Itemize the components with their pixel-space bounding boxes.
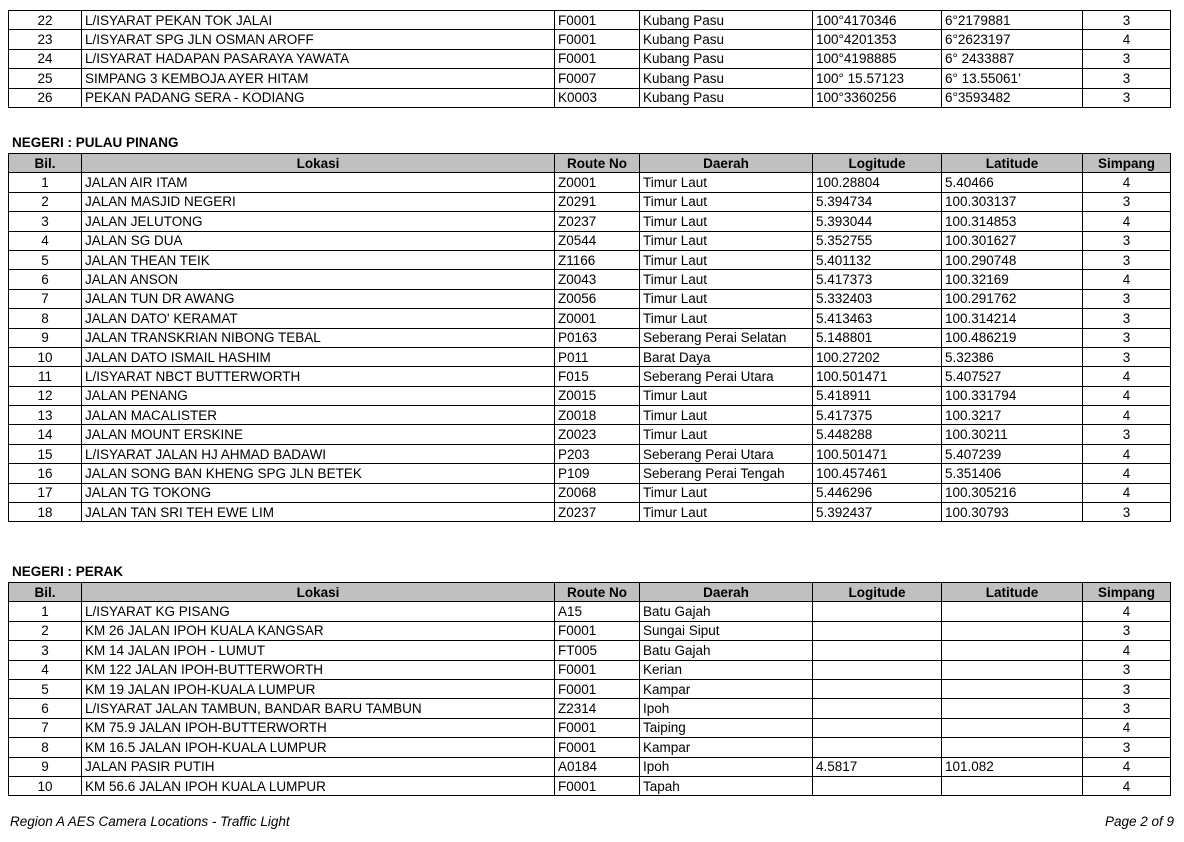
cell-route-no: P011 — [555, 347, 640, 366]
header-route-no: Route No — [555, 154, 640, 173]
cell-logitude: 5.393044 — [813, 212, 942, 231]
cell-bil: 9 — [9, 757, 82, 776]
cell-lokasi: JALAN TUN DR AWANG — [82, 289, 555, 308]
cell-lokasi: L/ISYARAT KG PISANG — [82, 602, 555, 621]
cell-latitude: 6°2179881 — [942, 11, 1083, 30]
cell-lokasi: JALAN PASIR PUTIH — [82, 757, 555, 776]
cell-latitude: 100.30793 — [942, 503, 1083, 522]
cell-logitude: 5.413463 — [813, 309, 942, 328]
cell-lokasi: JALAN TRANSKRIAN NIBONG TEBAL — [82, 328, 555, 347]
table-row — [9, 250, 1171, 269]
cell-latitude: 6°3593482 — [942, 88, 1083, 107]
cell-bil: 1 — [9, 602, 82, 621]
cell-daerah: Timur Laut — [640, 270, 813, 289]
cell-daerah: Timur Laut — [640, 503, 813, 522]
cell-lokasi: L/ISYARAT PEKAN TOK JALAI — [82, 11, 555, 30]
cell-bil: 6 — [9, 270, 82, 289]
cell-daerah: Kampar — [640, 738, 813, 757]
header-lokasi: Lokasi — [82, 154, 555, 173]
cell-daerah: Timur Laut — [640, 192, 813, 211]
table-row — [9, 347, 1171, 366]
cell-daerah: Tapah — [640, 776, 813, 795]
cell-simpang: 3 — [1083, 347, 1171, 366]
cell-logitude: 5.417375 — [813, 406, 942, 425]
cell-bil: 7 — [9, 289, 82, 308]
cell-route-no: F0001 — [555, 11, 640, 30]
cell-logitude — [813, 699, 942, 718]
cell-logitude: 5.401132 — [813, 250, 942, 269]
cell-route-no: Z0068 — [555, 483, 640, 502]
cell-bil: 6 — [9, 699, 82, 718]
cell-logitude — [813, 660, 942, 679]
table-row — [9, 660, 1171, 679]
cell-simpang: 3 — [1083, 192, 1171, 211]
cell-daerah: Kubang Pasu — [640, 49, 813, 68]
cell-bil: 13 — [9, 406, 82, 425]
cell-logitude: 100°4201353 — [813, 30, 942, 49]
cell-route-no: F0001 — [555, 738, 640, 757]
cell-route-no: Z0056 — [555, 289, 640, 308]
cell-simpang: 3 — [1083, 699, 1171, 718]
cell-lokasi: JALAN TAN SRI TEH EWE LIM — [82, 503, 555, 522]
cell-logitude: 100°3360256 — [813, 88, 942, 107]
cell-lokasi: KM 75.9 JALAN IPOH-BUTTERWORTH — [82, 718, 555, 737]
pulau-pinang-table — [8, 153, 1171, 522]
cell-bil: 5 — [9, 250, 82, 269]
cell-simpang: 3 — [1083, 738, 1171, 757]
cell-route-no: Z0001 — [555, 309, 640, 328]
cell-bil: 8 — [9, 738, 82, 757]
cell-latitude: 100.314853 — [942, 212, 1083, 231]
table-row — [9, 483, 1171, 502]
cell-latitude — [942, 776, 1083, 795]
table-row — [9, 270, 1171, 289]
table-row — [9, 88, 1171, 107]
table-row — [9, 444, 1171, 463]
cell-simpang: 3 — [1083, 69, 1171, 88]
cell-logitude: 5.448288 — [813, 425, 942, 444]
table-row — [9, 49, 1171, 68]
cell-bil: 15 — [9, 444, 82, 463]
table-row — [9, 30, 1171, 49]
cell-latitude: 100.305216 — [942, 483, 1083, 502]
cell-bil: 4 — [9, 660, 82, 679]
cell-simpang: 3 — [1083, 503, 1171, 522]
cell-lokasi: JALAN SG DUA — [82, 231, 555, 250]
cell-logitude: 5.392437 — [813, 503, 942, 522]
cell-daerah: Ipoh — [640, 757, 813, 776]
cell-latitude: 6° 13.55061’ — [942, 69, 1083, 88]
cell-bil: 17 — [9, 483, 82, 502]
cell-latitude: 6° 2433887 — [942, 49, 1083, 68]
cell-logitude: 100.457461 — [813, 464, 942, 483]
cell-latitude — [942, 641, 1083, 660]
cell-logitude: 100.28804 — [813, 173, 942, 192]
header-row — [9, 154, 1171, 173]
header-daerah: Daerah — [640, 154, 813, 173]
cell-latitude: 5.351406 — [942, 464, 1083, 483]
cell-route-no: F0001 — [555, 30, 640, 49]
cell-latitude: 100.3217 — [942, 406, 1083, 425]
cell-lokasi: PEKAN PADANG SERA - KODIANG — [82, 88, 555, 107]
cell-latitude: 5.407239 — [942, 444, 1083, 463]
cell-bil: 23 — [9, 30, 82, 49]
cell-bil: 2 — [9, 192, 82, 211]
cell-daerah: Timur Laut — [640, 231, 813, 250]
cell-simpang: 4 — [1083, 406, 1171, 425]
section-title-perak: NEGERI : PERAK — [12, 564, 124, 579]
table-row — [9, 425, 1171, 444]
perak-table — [8, 582, 1171, 796]
cell-lokasi: JALAN JELUTONG — [82, 212, 555, 231]
cell-lokasi: L/ISYARAT JALAN TAMBUN, BANDAR BARU TAMBUN — [82, 699, 555, 718]
cell-route-no: P0163 — [555, 328, 640, 347]
cell-simpang: 4 — [1083, 464, 1171, 483]
cell-bil: 24 — [9, 49, 82, 68]
cell-logitude — [813, 738, 942, 757]
cell-lokasi: L/ISYARAT SPG JLN OSMAN AROFF — [82, 30, 555, 49]
cell-route-no: P203 — [555, 444, 640, 463]
cell-logitude — [813, 718, 942, 737]
footer-page-number: Page 2 of 9 — [1104, 814, 1174, 829]
cell-lokasi: JALAN MACALISTER — [82, 406, 555, 425]
cell-daerah: Timur Laut — [640, 250, 813, 269]
cell-bil: 3 — [9, 212, 82, 231]
cell-lokasi: KM 19 JALAN IPOH-KUALA LUMPUR — [82, 679, 555, 698]
cell-simpang: 4 — [1083, 173, 1171, 192]
cell-lokasi: JALAN PENANG — [82, 386, 555, 405]
cell-simpang: 3 — [1083, 660, 1171, 679]
cell-bil: 8 — [9, 309, 82, 328]
cell-daerah: Kubang Pasu — [640, 88, 813, 107]
cell-bil: 10 — [9, 347, 82, 366]
cell-simpang: 3 — [1083, 289, 1171, 308]
cell-route-no: Z0291 — [555, 192, 640, 211]
cell-daerah: Barat Daya — [640, 347, 813, 366]
cell-daerah: Sungai Siput — [640, 621, 813, 640]
cell-bil: 1 — [9, 173, 82, 192]
cell-simpang: 3 — [1083, 231, 1171, 250]
cell-latitude: 100.290748 — [942, 250, 1083, 269]
header-lokasi: Lokasi — [82, 583, 555, 602]
cell-lokasi: JALAN DATO ISMAIL HASHIM — [82, 347, 555, 366]
cell-route-no: F0001 — [555, 660, 640, 679]
cell-route-no: Z0018 — [555, 406, 640, 425]
cell-route-no: Z0023 — [555, 425, 640, 444]
cell-latitude — [942, 679, 1083, 698]
cell-logitude: 5.418911 — [813, 386, 942, 405]
cell-latitude: 100.32169 — [942, 270, 1083, 289]
cell-lokasi: JALAN MASJID NEGERI — [82, 192, 555, 211]
cell-simpang: 3 — [1083, 328, 1171, 347]
cell-daerah: Kubang Pasu — [640, 69, 813, 88]
cell-route-no: Z0015 — [555, 386, 640, 405]
header-latitude: Latitude — [942, 154, 1083, 173]
table-row — [9, 699, 1171, 718]
table-row — [9, 776, 1171, 795]
cell-daerah: Seberang Perai Utara — [640, 444, 813, 463]
cell-simpang: 4 — [1083, 602, 1171, 621]
cell-route-no: Z2314 — [555, 699, 640, 718]
cell-logitude: 100.501471 — [813, 367, 942, 386]
cell-daerah: Seberang Perai Utara — [640, 367, 813, 386]
cell-lokasi: KM 16.5 JALAN IPOH-KUALA LUMPUR — [82, 738, 555, 757]
cell-simpang: 4 — [1083, 757, 1171, 776]
table-row — [9, 602, 1171, 621]
table-row — [9, 328, 1171, 347]
cell-lokasi: SIMPANG 3 KEMBOJA AYER HITAM — [82, 69, 555, 88]
cell-lokasi: JALAN MOUNT ERSKINE — [82, 425, 555, 444]
cell-daerah: Timur Laut — [640, 483, 813, 502]
cell-bil: 7 — [9, 718, 82, 737]
table-row — [9, 386, 1171, 405]
header-logitude: Logitude — [813, 583, 942, 602]
cell-daerah: Ipoh — [640, 699, 813, 718]
cell-bil: 4 — [9, 231, 82, 250]
cell-route-no: A15 — [555, 602, 640, 621]
cell-route-no: F015 — [555, 367, 640, 386]
cell-lokasi: JALAN DATO' KERAMAT — [82, 309, 555, 328]
cell-daerah: Timur Laut — [640, 425, 813, 444]
cell-lokasi: KM 14 JALAN IPOH - LUMUT — [82, 641, 555, 660]
cell-daerah: Batu Gajah — [640, 641, 813, 660]
cell-logitude: 5.417373 — [813, 270, 942, 289]
cell-simpang: 3 — [1083, 621, 1171, 640]
table-row — [9, 192, 1171, 211]
cell-bil: 9 — [9, 328, 82, 347]
cell-bil: 3 — [9, 641, 82, 660]
cell-route-no: Z0544 — [555, 231, 640, 250]
cell-latitude — [942, 738, 1083, 757]
cell-latitude: 100.291762 — [942, 289, 1083, 308]
cell-simpang: 3 — [1083, 309, 1171, 328]
cell-route-no: Z0043 — [555, 270, 640, 289]
cell-simpang: 4 — [1083, 444, 1171, 463]
cell-daerah: Seberang Perai Tengah — [640, 464, 813, 483]
cell-bil: 5 — [9, 679, 82, 698]
cell-route-no: F0001 — [555, 49, 640, 68]
cell-logitude: 100.501471 — [813, 444, 942, 463]
header-route-no: Route No — [555, 583, 640, 602]
cell-route-no: Z0001 — [555, 173, 640, 192]
cell-daerah: Batu Gajah — [640, 602, 813, 621]
cell-latitude: 100.486219 — [942, 328, 1083, 347]
cell-logitude: 100°4198885 — [813, 49, 942, 68]
cell-simpang: 4 — [1083, 30, 1171, 49]
cell-bil: 22 — [9, 11, 82, 30]
cell-latitude: 100.314214 — [942, 309, 1083, 328]
table-row — [9, 679, 1171, 698]
cell-route-no: F0001 — [555, 776, 640, 795]
header-logitude: Logitude — [813, 154, 942, 173]
table-row — [9, 406, 1171, 425]
cell-daerah: Kerian — [640, 660, 813, 679]
cell-logitude — [813, 776, 942, 795]
cell-bil: 12 — [9, 386, 82, 405]
header-daerah: Daerah — [640, 583, 813, 602]
cell-logitude — [813, 621, 942, 640]
table-row — [9, 11, 1171, 30]
cell-latitude: 100.303137 — [942, 192, 1083, 211]
table-row — [9, 464, 1171, 483]
table-row — [9, 231, 1171, 250]
table-row — [9, 738, 1171, 757]
cell-simpang: 4 — [1083, 483, 1171, 502]
cell-route-no: P109 — [555, 464, 640, 483]
footer-document-title: Region A AES Camera Locations - Traffic Light — [10, 814, 290, 829]
cell-lokasi: JALAN AIR ITAM — [82, 173, 555, 192]
cell-lokasi: JALAN THEAN TEIK — [82, 250, 555, 269]
cell-lokasi: JALAN ANSON — [82, 270, 555, 289]
cell-lokasi: JALAN TG TOKONG — [82, 483, 555, 502]
cell-lokasi: L/ISYARAT NBCT BUTTERWORTH — [82, 367, 555, 386]
cell-route-no: F0007 — [555, 69, 640, 88]
table-row — [9, 641, 1171, 660]
cell-simpang: 3 — [1083, 88, 1171, 107]
cell-simpang: 4 — [1083, 718, 1171, 737]
cell-bil: 14 — [9, 425, 82, 444]
header-simpang: Simpang — [1083, 154, 1171, 173]
table-row — [9, 503, 1171, 522]
table-row — [9, 757, 1171, 776]
cell-lokasi: KM 56.6 JALAN IPOH KUALA LUMPUR — [82, 776, 555, 795]
cell-simpang: 3 — [1083, 250, 1171, 269]
cell-route-no: F0001 — [555, 679, 640, 698]
cell-logitude — [813, 602, 942, 621]
cell-daerah: Timur Laut — [640, 289, 813, 308]
cell-logitude: 100°4170346 — [813, 11, 942, 30]
cell-logitude — [813, 641, 942, 660]
cell-route-no: Z0237 — [555, 503, 640, 522]
cell-route-no: K0003 — [555, 88, 640, 107]
header-bil: Bil. — [9, 154, 82, 173]
cell-bil: 16 — [9, 464, 82, 483]
cell-latitude: 5.32386 — [942, 347, 1083, 366]
table-row — [9, 367, 1171, 386]
cell-logitude: 5.446296 — [813, 483, 942, 502]
cell-daerah: Timur Laut — [640, 173, 813, 192]
cell-simpang: 4 — [1083, 367, 1171, 386]
cell-lokasi: JALAN SONG BAN KHENG SPG JLN BETEK — [82, 464, 555, 483]
cell-bil: 10 — [9, 776, 82, 795]
cell-daerah: Kampar — [640, 679, 813, 698]
cell-daerah: Kubang Pasu — [640, 11, 813, 30]
cell-daerah: Kubang Pasu — [640, 30, 813, 49]
cell-latitude — [942, 621, 1083, 640]
cell-latitude: 5.40466 — [942, 173, 1083, 192]
cell-daerah: Timur Laut — [640, 386, 813, 405]
cell-bil: 25 — [9, 69, 82, 88]
table-row — [9, 173, 1171, 192]
cell-simpang: 4 — [1083, 776, 1171, 795]
table-row — [9, 212, 1171, 231]
cell-lokasi: KM 26 JALAN IPOH KUALA KANGSAR — [82, 621, 555, 640]
cell-route-no: F0001 — [555, 621, 640, 640]
cell-simpang: 4 — [1083, 641, 1171, 660]
cell-bil: 11 — [9, 367, 82, 386]
cell-latitude: 101.082 — [942, 757, 1083, 776]
cell-daerah: Timur Laut — [640, 212, 813, 231]
cell-lokasi: L/ISYARAT HADAPAN PASARAYA YAWATA — [82, 49, 555, 68]
table-row — [9, 289, 1171, 308]
header-bil: Bil. — [9, 583, 82, 602]
cell-bil: 26 — [9, 88, 82, 107]
cell-daerah: Timur Laut — [640, 406, 813, 425]
cell-route-no: FT005 — [555, 641, 640, 660]
cell-simpang: 3 — [1083, 49, 1171, 68]
cell-logitude: 5.332403 — [813, 289, 942, 308]
table-row — [9, 621, 1171, 640]
cell-logitude — [813, 679, 942, 698]
cell-route-no: Z0237 — [555, 212, 640, 231]
cell-latitude — [942, 660, 1083, 679]
cell-logitude: 4.5817 — [813, 757, 942, 776]
kedah-continued-table — [8, 10, 1171, 108]
table-row — [9, 69, 1171, 88]
cell-simpang: 4 — [1083, 212, 1171, 231]
cell-logitude: 5.352755 — [813, 231, 942, 250]
cell-latitude — [942, 718, 1083, 737]
cell-lokasi: L/ISYARAT JALAN HJ AHMAD BADAWI — [82, 444, 555, 463]
cell-daerah: Taiping — [640, 718, 813, 737]
cell-latitude — [942, 699, 1083, 718]
cell-latitude: 6°2623197 — [942, 30, 1083, 49]
cell-simpang: 3 — [1083, 11, 1171, 30]
section-title-pulau-pinang: NEGERI : PULAU PINANG — [12, 135, 179, 150]
cell-route-no: Z1166 — [555, 250, 640, 269]
cell-route-no: A0184 — [555, 757, 640, 776]
table-row — [9, 309, 1171, 328]
cell-latitude — [942, 602, 1083, 621]
cell-lokasi: KM 122 JALAN IPOH-BUTTERWORTH — [82, 660, 555, 679]
cell-daerah: Timur Laut — [640, 309, 813, 328]
cell-latitude: 100.331794 — [942, 386, 1083, 405]
cell-bil: 18 — [9, 503, 82, 522]
header-row — [9, 583, 1171, 602]
cell-latitude: 5.407527 — [942, 367, 1083, 386]
cell-latitude: 100.301627 — [942, 231, 1083, 250]
cell-simpang: 3 — [1083, 425, 1171, 444]
cell-bil: 2 — [9, 621, 82, 640]
cell-latitude: 100.30211 — [942, 425, 1083, 444]
cell-route-no: F0001 — [555, 718, 640, 737]
cell-simpang: 4 — [1083, 386, 1171, 405]
cell-simpang: 4 — [1083, 270, 1171, 289]
cell-simpang: 3 — [1083, 679, 1171, 698]
cell-daerah: Seberang Perai Selatan — [640, 328, 813, 347]
header-simpang: Simpang — [1083, 583, 1171, 602]
cell-logitude: 100.27202 — [813, 347, 942, 366]
cell-logitude: 100° 15.57123 — [813, 69, 942, 88]
cell-logitude: 5.148801 — [813, 328, 942, 347]
header-latitude: Latitude — [942, 583, 1083, 602]
table-row — [9, 718, 1171, 737]
cell-logitude: 5.394734 — [813, 192, 942, 211]
